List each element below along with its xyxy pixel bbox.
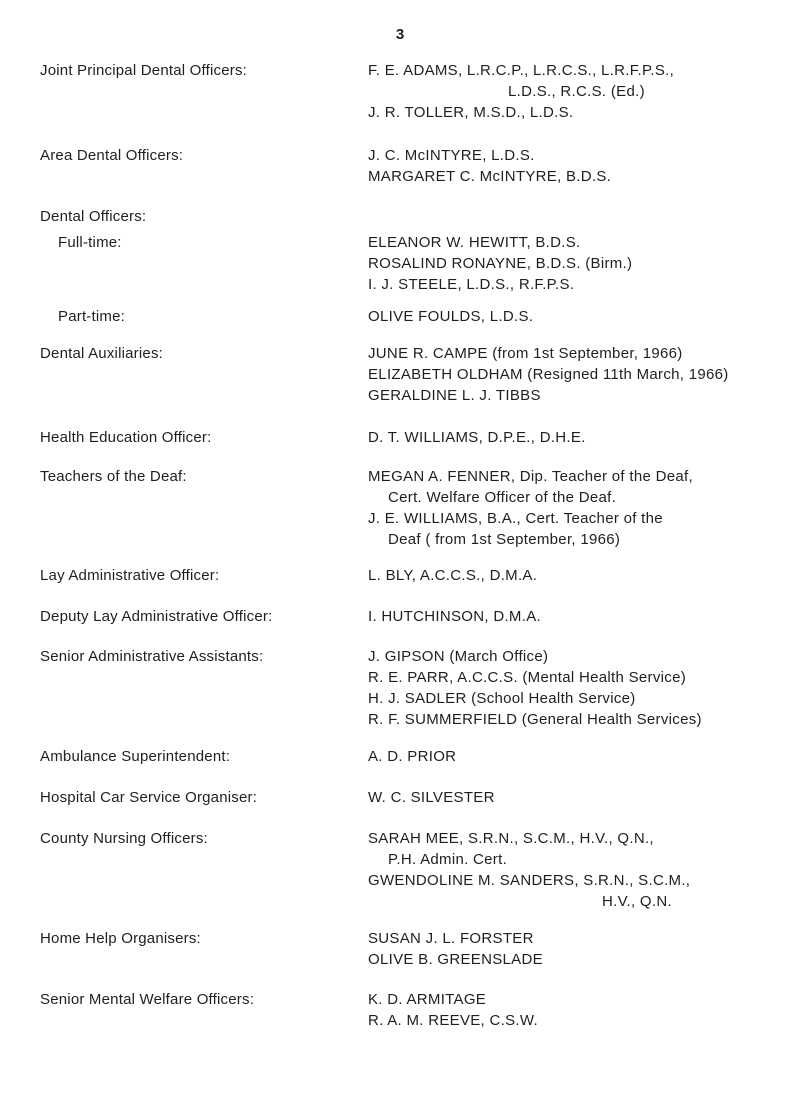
entry-label: Teachers of the Deaf: xyxy=(40,468,187,485)
entry-line: R. F. SUMMERFIELD (General Health Services) xyxy=(368,711,702,728)
entry-line: Cert. Welfare Officer of the Deaf. xyxy=(388,489,617,506)
entry-line: J. R. TOLLER, M.S.D., L.D.S. xyxy=(368,104,574,121)
entry-values xyxy=(368,427,794,448)
entry-values xyxy=(368,787,794,808)
entry-values xyxy=(368,646,794,730)
entry-line: H. J. SADLER (School Health Service) xyxy=(368,690,636,707)
entry-label: Joint Principal Dental Officers: xyxy=(40,62,248,79)
entry-line: ELEANOR W. HEWITT, B.D.S. xyxy=(368,234,581,251)
entry-values xyxy=(368,928,794,970)
entry-line: F. E. ADAMS, L.R.C.P., L.R.C.S., L.R.F.P.S., xyxy=(368,62,675,79)
entry-label: Area Dental Officers: xyxy=(40,147,184,164)
entry-line: H.V., Q.N. xyxy=(602,893,672,910)
entry-values xyxy=(368,466,794,550)
entry-line: GWENDOLINE M. SANDERS, S.R.N., S.C.M., xyxy=(368,872,691,889)
entry-line: J. GIPSON (March Office) xyxy=(368,648,549,665)
entry-label: Hospital Car Service Organiser: xyxy=(40,789,258,806)
entry-label: Health Education Officer: xyxy=(40,429,212,446)
entry-label: Dental Officers: xyxy=(40,208,147,225)
entry-line: A. D. PRIOR xyxy=(368,748,457,765)
entry-label: Home Help Organisers: xyxy=(40,930,201,947)
entry-values xyxy=(368,565,794,586)
entry-line: GERALDINE L. J. TIBBS xyxy=(368,387,541,404)
entry-values xyxy=(368,746,794,767)
entry-line: OLIVE B. GREENSLADE xyxy=(368,951,543,968)
entry-label: Ambulance Superintendent: xyxy=(40,748,231,765)
entry-line: ROSALIND RONAYNE, B.D.S. (Birm.) xyxy=(368,255,633,272)
entry-label: Senior Mental Welfare Officers: xyxy=(40,991,255,1008)
page-number: 3 xyxy=(395,26,405,43)
entry-line: SUSAN J. L. FORSTER xyxy=(368,930,534,947)
entry-line: JUNE R. CAMPE (from 1st September, 1966) xyxy=(368,345,683,362)
entry-values xyxy=(368,343,794,406)
entry-line: R. E. PARR, A.C.C.S. (Mental Health Service) xyxy=(368,669,687,686)
entry-line: R. A. M. REEVE, C.S.W. xyxy=(368,1012,538,1029)
entry-label: County Nursing Officers: xyxy=(40,830,208,847)
entry-label: Part-time: xyxy=(58,308,126,325)
entry-line: MARGARET C. McINTYRE, B.D.S. xyxy=(368,168,612,185)
entry-values xyxy=(368,306,794,327)
entry-line: P.H. Admin. Cert. xyxy=(388,851,508,868)
entry-line: I. HUTCHINSON, D.M.A. xyxy=(368,608,541,625)
entry-line: J. C. McINTYRE, L.D.S. xyxy=(368,147,535,164)
entry-line: ELIZABETH OLDHAM (Resigned 11th March, 1966) xyxy=(368,366,729,383)
entry-line: I. J. STEELE, L.D.S., R.F.P.S. xyxy=(368,276,575,293)
entry-values xyxy=(368,60,794,123)
entry-label: Lay Administrative Officer: xyxy=(40,567,220,584)
entry-values xyxy=(368,828,794,912)
entry-label: Senior Administrative Assistants: xyxy=(40,648,264,665)
entry-values xyxy=(368,989,794,1031)
entry-label: Dental Auxiliaries: xyxy=(40,345,164,362)
entry-line: J. E. WILLIAMS, B.A., Cert. Teacher of the xyxy=(368,510,663,527)
entry-line: L.D.S., R.C.S. (Ed.) xyxy=(508,83,645,100)
entry-line: SARAH MEE, S.R.N., S.C.M., H.V., Q.N., xyxy=(368,830,654,847)
entry-line: K. D. ARMITAGE xyxy=(368,991,487,1008)
entry-line: OLIVE FOULDS, L.D.S. xyxy=(368,308,534,325)
entry-line: W. C. SILVESTER xyxy=(368,789,495,806)
entry-line: D. T. WILLIAMS, D.P.E., D.H.E. xyxy=(368,429,586,446)
entry-values xyxy=(368,606,794,627)
entry-values xyxy=(368,145,794,187)
entry-line: Deaf ( from 1st September, 1966) xyxy=(388,531,621,548)
entry-line: MEGAN A. FENNER, Dip. Teacher of the Deaf, xyxy=(368,468,693,485)
entry-values xyxy=(368,232,794,295)
entry-label: Full-time: xyxy=(58,234,122,251)
entry-label: Deputy Lay Administrative Officer: xyxy=(40,608,273,625)
entry-line: L. BLY, A.C.C.S., D.M.A. xyxy=(368,567,538,584)
